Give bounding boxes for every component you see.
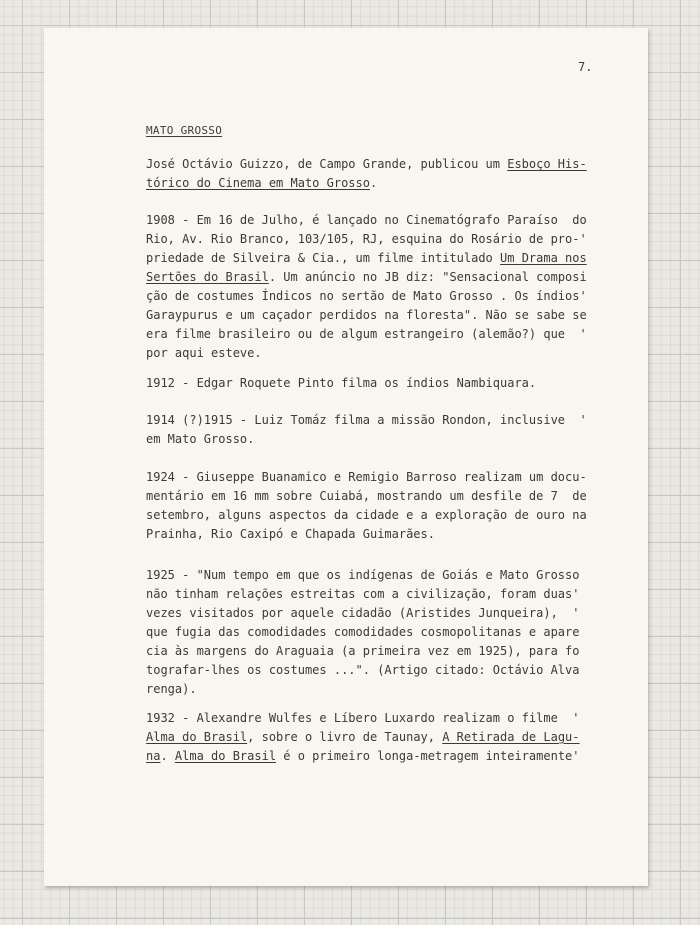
text-line bbox=[146, 604, 606, 623]
paragraph-1912 bbox=[146, 374, 606, 393]
text-line bbox=[146, 747, 606, 766]
text-run: por aqui esteve. bbox=[146, 346, 262, 360]
underlined-title: Alma do Brasil bbox=[174, 749, 277, 763]
text-line bbox=[146, 306, 606, 325]
text-run: que fugia das comodidades comodidades cosmopolitanas e apare bbox=[146, 625, 580, 639]
text-line bbox=[146, 585, 606, 604]
text-run: era filme brasileiro ou de algum estrangeiro (alemão?) que ' bbox=[146, 327, 587, 341]
text-line bbox=[146, 680, 606, 699]
text-run: 1912 - Edgar Roquete Pinto filma os índios Nambiquara. bbox=[146, 376, 537, 390]
text-line bbox=[146, 230, 606, 249]
text-run: 1925 - "Num tempo em que os indígenas de Goiás e Mato Grosso bbox=[146, 568, 580, 582]
text-line bbox=[146, 249, 606, 268]
text-run: 1932 - Alexandre Wulfes e Líbero Luxardo realizam o filme ' bbox=[146, 711, 580, 725]
text-line bbox=[146, 709, 606, 728]
section-heading: MATO GROSSO bbox=[146, 124, 223, 137]
text-line bbox=[146, 268, 606, 287]
paragraph-1924 bbox=[146, 468, 606, 544]
text-run: . bbox=[160, 749, 175, 763]
text-run: cia às margens do Araguaia (a primeira vez em 1925), para fo bbox=[146, 644, 580, 658]
typewritten-page bbox=[44, 28, 648, 886]
text-line bbox=[146, 374, 606, 393]
underlined-title: Sertões do Brasil bbox=[146, 270, 269, 284]
text-run: 1924 - Giuseppe Buanamico e Remigio Barroso realizam um docu- bbox=[146, 470, 587, 484]
underlined-title: Esboço His- bbox=[507, 157, 587, 171]
text-run: ção de costumes Índicos no sertão de Mato Grosso . Os índios' bbox=[146, 289, 587, 303]
text-line bbox=[146, 487, 606, 506]
text-run: , sobre o livro de Taunay, bbox=[247, 730, 443, 744]
text-run: renga). bbox=[146, 682, 197, 696]
text-line bbox=[146, 525, 606, 544]
text-run: vezes visitados por aquele cidadão (Aristides Junqueira), ' bbox=[146, 606, 580, 620]
text-line bbox=[146, 211, 606, 230]
text-line bbox=[146, 325, 606, 344]
underlined-title: A Retirada de Lagu- bbox=[442, 730, 580, 744]
text-line bbox=[146, 566, 606, 585]
text-line bbox=[146, 728, 606, 747]
paragraph-intro bbox=[146, 155, 606, 193]
text-line bbox=[146, 623, 606, 642]
text-run: Prainha, Rio Caxipó e Chapada Guimarães. bbox=[146, 527, 435, 541]
paragraph-1914 bbox=[146, 411, 606, 449]
page-number: 7. bbox=[578, 60, 593, 74]
text-line bbox=[146, 661, 606, 680]
paragraph-1932 bbox=[146, 709, 606, 766]
text-run: é o primeiro longa-metragem inteiramente' bbox=[276, 749, 580, 763]
text-run: não tinham relações estreitas com a civilização, foram duas' bbox=[146, 587, 580, 601]
text-run: . bbox=[369, 176, 378, 190]
text-line bbox=[146, 468, 606, 487]
text-line bbox=[146, 411, 606, 430]
text-run: em Mato Grosso. bbox=[146, 432, 255, 446]
paragraph-1908 bbox=[146, 211, 606, 363]
text-run: priedade de Silveira & Cia., um filme intitulado bbox=[146, 251, 501, 265]
text-run: . Um anúncio no JB diz: "Sensacional composi bbox=[268, 270, 587, 284]
text-run: tografar-lhes os costumes ...". (Artigo citado: Octávio Alva bbox=[146, 663, 580, 677]
text-line bbox=[146, 287, 606, 306]
text-run: setembro, alguns aspectos da cidade e a exploração de ouro na bbox=[146, 508, 587, 522]
text-line bbox=[146, 430, 606, 449]
text-run: José Octávio Guizzo, de Campo Grande, publicou um bbox=[146, 157, 508, 171]
text-run: mentário em 16 mm sobre Cuiabá, mostrando um desfile de 7 de bbox=[146, 489, 587, 503]
underlined-title: Um Drama nos bbox=[500, 251, 587, 265]
text-line bbox=[146, 506, 606, 525]
underlined-title: tórico do Cinema em Mato Grosso bbox=[146, 176, 370, 190]
text-line bbox=[146, 642, 606, 661]
text-run: 1908 - Em 16 de Julho, é lançado no Cinematógrafo Paraíso do bbox=[146, 213, 587, 227]
underlined-title: Alma do Brasil bbox=[146, 730, 248, 744]
paragraph-1925 bbox=[146, 566, 606, 699]
text-run: Rio, Av. Rio Branco, 103/105, RJ, esquina do Rosário de pro-' bbox=[146, 232, 587, 246]
text-line bbox=[146, 155, 606, 174]
underlined-title: na bbox=[146, 749, 161, 763]
text-line bbox=[146, 174, 606, 193]
text-run: Garaypurus e um caçador perdidos na floresta". Não se sabe se bbox=[146, 308, 587, 322]
text-run: 1914 (?)1915 - Luiz Tomáz filma a missão Rondon, inclusive ' bbox=[146, 413, 587, 427]
text-line bbox=[146, 344, 606, 363]
